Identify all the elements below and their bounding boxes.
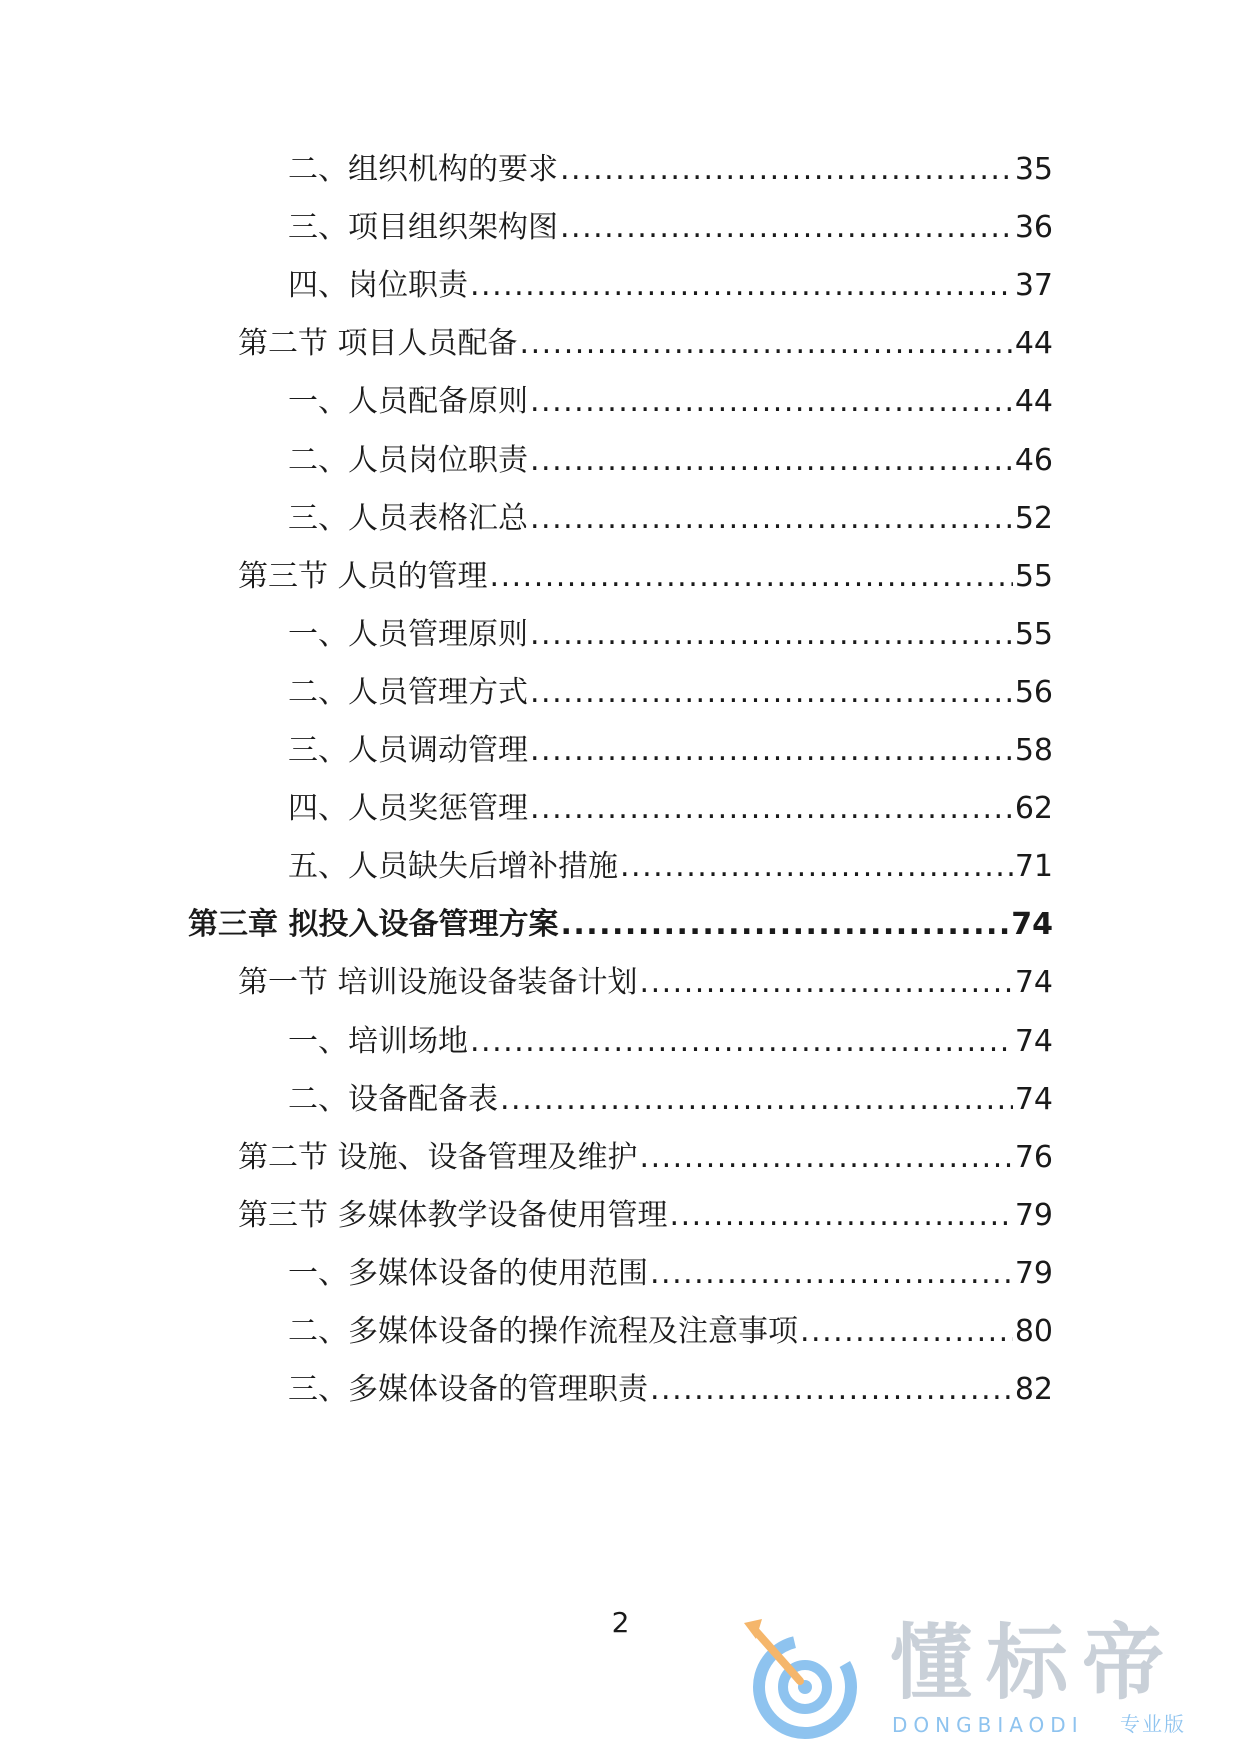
toc-entry-title: 第三章 拟投入设备管理方案 — [188, 907, 559, 943]
toc-entry-title: 五、人员缺失后增补措施 — [288, 849, 618, 885]
toc-entry[interactable] — [288, 1080, 1053, 1120]
watermark-edition: 专业版 — [1120, 1712, 1186, 1736]
toc-dot-leader — [530, 499, 1013, 539]
toc-entry-page: 36 — [1014, 210, 1053, 246]
toc-entry[interactable] — [288, 266, 1053, 306]
page-number: 2 — [611, 1606, 630, 1639]
toc-dot-leader — [560, 150, 1013, 190]
toc-entry-page: 55 — [1014, 558, 1053, 594]
toc-entry-title: 一、多媒体设备的使用范围 — [288, 1255, 648, 1291]
toc-entry[interactable] — [288, 789, 1053, 829]
toc-entry-title: 第一节 培训设施设备装备计划 — [238, 965, 638, 1001]
toc-entry[interactable] — [238, 963, 1053, 1003]
watermark — [740, 1615, 1220, 1745]
toc-entry-title: 第二节 项目人员配备 — [238, 326, 518, 362]
toc-entry-page: 46 — [1014, 442, 1053, 478]
toc-entry[interactable] — [288, 1022, 1053, 1062]
toc-entry[interactable] — [288, 441, 1053, 481]
toc-dot-leader — [650, 1254, 1013, 1294]
toc-dot-leader — [800, 1312, 1013, 1352]
toc-dot-leader — [530, 441, 1013, 481]
toc-entry-page: 35 — [1014, 152, 1053, 187]
toc-entry-page: 62 — [1014, 791, 1053, 827]
toc-entry-page: 80 — [1014, 1314, 1053, 1349]
toc-entry[interactable] — [288, 208, 1053, 248]
toc-entry-title: 二、人员岗位职责 — [288, 442, 528, 478]
toc-entry-page: 76 — [1014, 1139, 1053, 1175]
toc-entry-page: 71 — [1014, 849, 1053, 885]
toc-entry-page: 74 — [1014, 1023, 1053, 1059]
toc-entry-page: 74 — [1014, 965, 1053, 1001]
toc-entry-page: 79 — [1014, 1255, 1053, 1291]
toc-entry[interactable] — [288, 499, 1053, 539]
toc-dot-leader — [620, 847, 1013, 887]
toc-entry[interactable] — [238, 1196, 1053, 1236]
toc-dot-leader — [470, 1022, 1013, 1062]
toc-entry-title: 二、组织机构的要求 — [288, 152, 558, 187]
toc-entry-page: 52 — [1014, 500, 1053, 536]
toc-entry-page: 58 — [1014, 733, 1053, 768]
toc-entry-title: 三、多媒体设备的管理职责 — [288, 1372, 648, 1408]
toc-entry[interactable] — [188, 905, 1053, 945]
toc-entry-page: 79 — [1014, 1197, 1053, 1233]
toc-entry-page: 56 — [1014, 674, 1053, 710]
toc-dot-leader — [670, 1196, 1013, 1236]
toc-entry-title: 第三节 多媒体教学设备使用管理 — [238, 1197, 668, 1233]
toc-entry-page: 44 — [1014, 326, 1053, 362]
toc-entry-title: 二、多媒体设备的操作流程及注意事项 — [288, 1314, 798, 1349]
toc-entry[interactable] — [288, 1254, 1053, 1294]
toc-entry-title: 一、人员配备原则 — [288, 384, 528, 420]
watermark-brand: 懂标帝 — [890, 1616, 1179, 1711]
toc-dot-leader — [530, 673, 1013, 713]
toc-dot-leader — [500, 1080, 1013, 1120]
toc-dot-leader — [640, 1138, 1013, 1178]
toc-dot-leader — [520, 324, 1013, 364]
toc-entry[interactable] — [288, 1312, 1053, 1352]
toc-entry-title: 三、项目组织架构图 — [288, 210, 558, 246]
toc-entry[interactable] — [288, 150, 1053, 190]
toc-entry[interactable] — [288, 847, 1053, 887]
toc-dot-leader — [560, 905, 1009, 945]
toc-entry-page: 74 — [1011, 907, 1053, 943]
toc-entry[interactable] — [288, 382, 1053, 422]
toc-entry-title: 四、人员奖惩管理 — [288, 791, 528, 827]
toc-entry-title: 第三节 人员的管理 — [238, 558, 488, 594]
toc-dot-leader — [640, 963, 1013, 1003]
target-arrow-icon — [740, 1615, 870, 1745]
toc-entry-page: 82 — [1014, 1372, 1053, 1408]
toc-entry-title: 一、人员管理原则 — [288, 616, 528, 652]
toc-entry[interactable] — [238, 324, 1053, 364]
toc-entry[interactable] — [288, 731, 1053, 771]
toc-entry[interactable] — [238, 1138, 1053, 1178]
toc-entry-title: 第二节 设施、设备管理及维护 — [238, 1139, 638, 1175]
toc-dot-leader — [530, 789, 1013, 829]
toc-entry-page: 44 — [1014, 384, 1053, 420]
toc-dot-leader — [530, 615, 1013, 655]
toc-entry-title: 一、培训场地 — [288, 1023, 468, 1059]
toc-dot-leader — [490, 557, 1013, 597]
toc-entry[interactable] — [288, 615, 1053, 655]
toc-dot-leader — [560, 208, 1013, 248]
toc-dot-leader — [530, 731, 1013, 771]
toc-dot-leader — [530, 382, 1013, 422]
toc-entry[interactable] — [238, 557, 1053, 597]
toc-entry-title: 四、岗位职责 — [288, 268, 468, 304]
toc-entry-title: 三、人员表格汇总 — [288, 500, 528, 536]
toc-entry-title: 二、设备配备表 — [288, 1081, 498, 1117]
toc-entry[interactable] — [288, 1370, 1053, 1410]
toc-dot-leader — [470, 266, 1013, 306]
toc-entry-page: 37 — [1014, 268, 1053, 304]
toc-entry-page: 55 — [1014, 616, 1053, 652]
watermark-romanized: DONGBIAODI — [892, 1713, 1084, 1737]
toc-dot-leader — [650, 1370, 1013, 1410]
toc-entry-title: 三、人员调动管理 — [288, 733, 528, 768]
toc-entry-title: 二、人员管理方式 — [288, 674, 528, 710]
toc-entry[interactable] — [288, 673, 1053, 713]
toc-entry-page: 74 — [1014, 1081, 1053, 1117]
